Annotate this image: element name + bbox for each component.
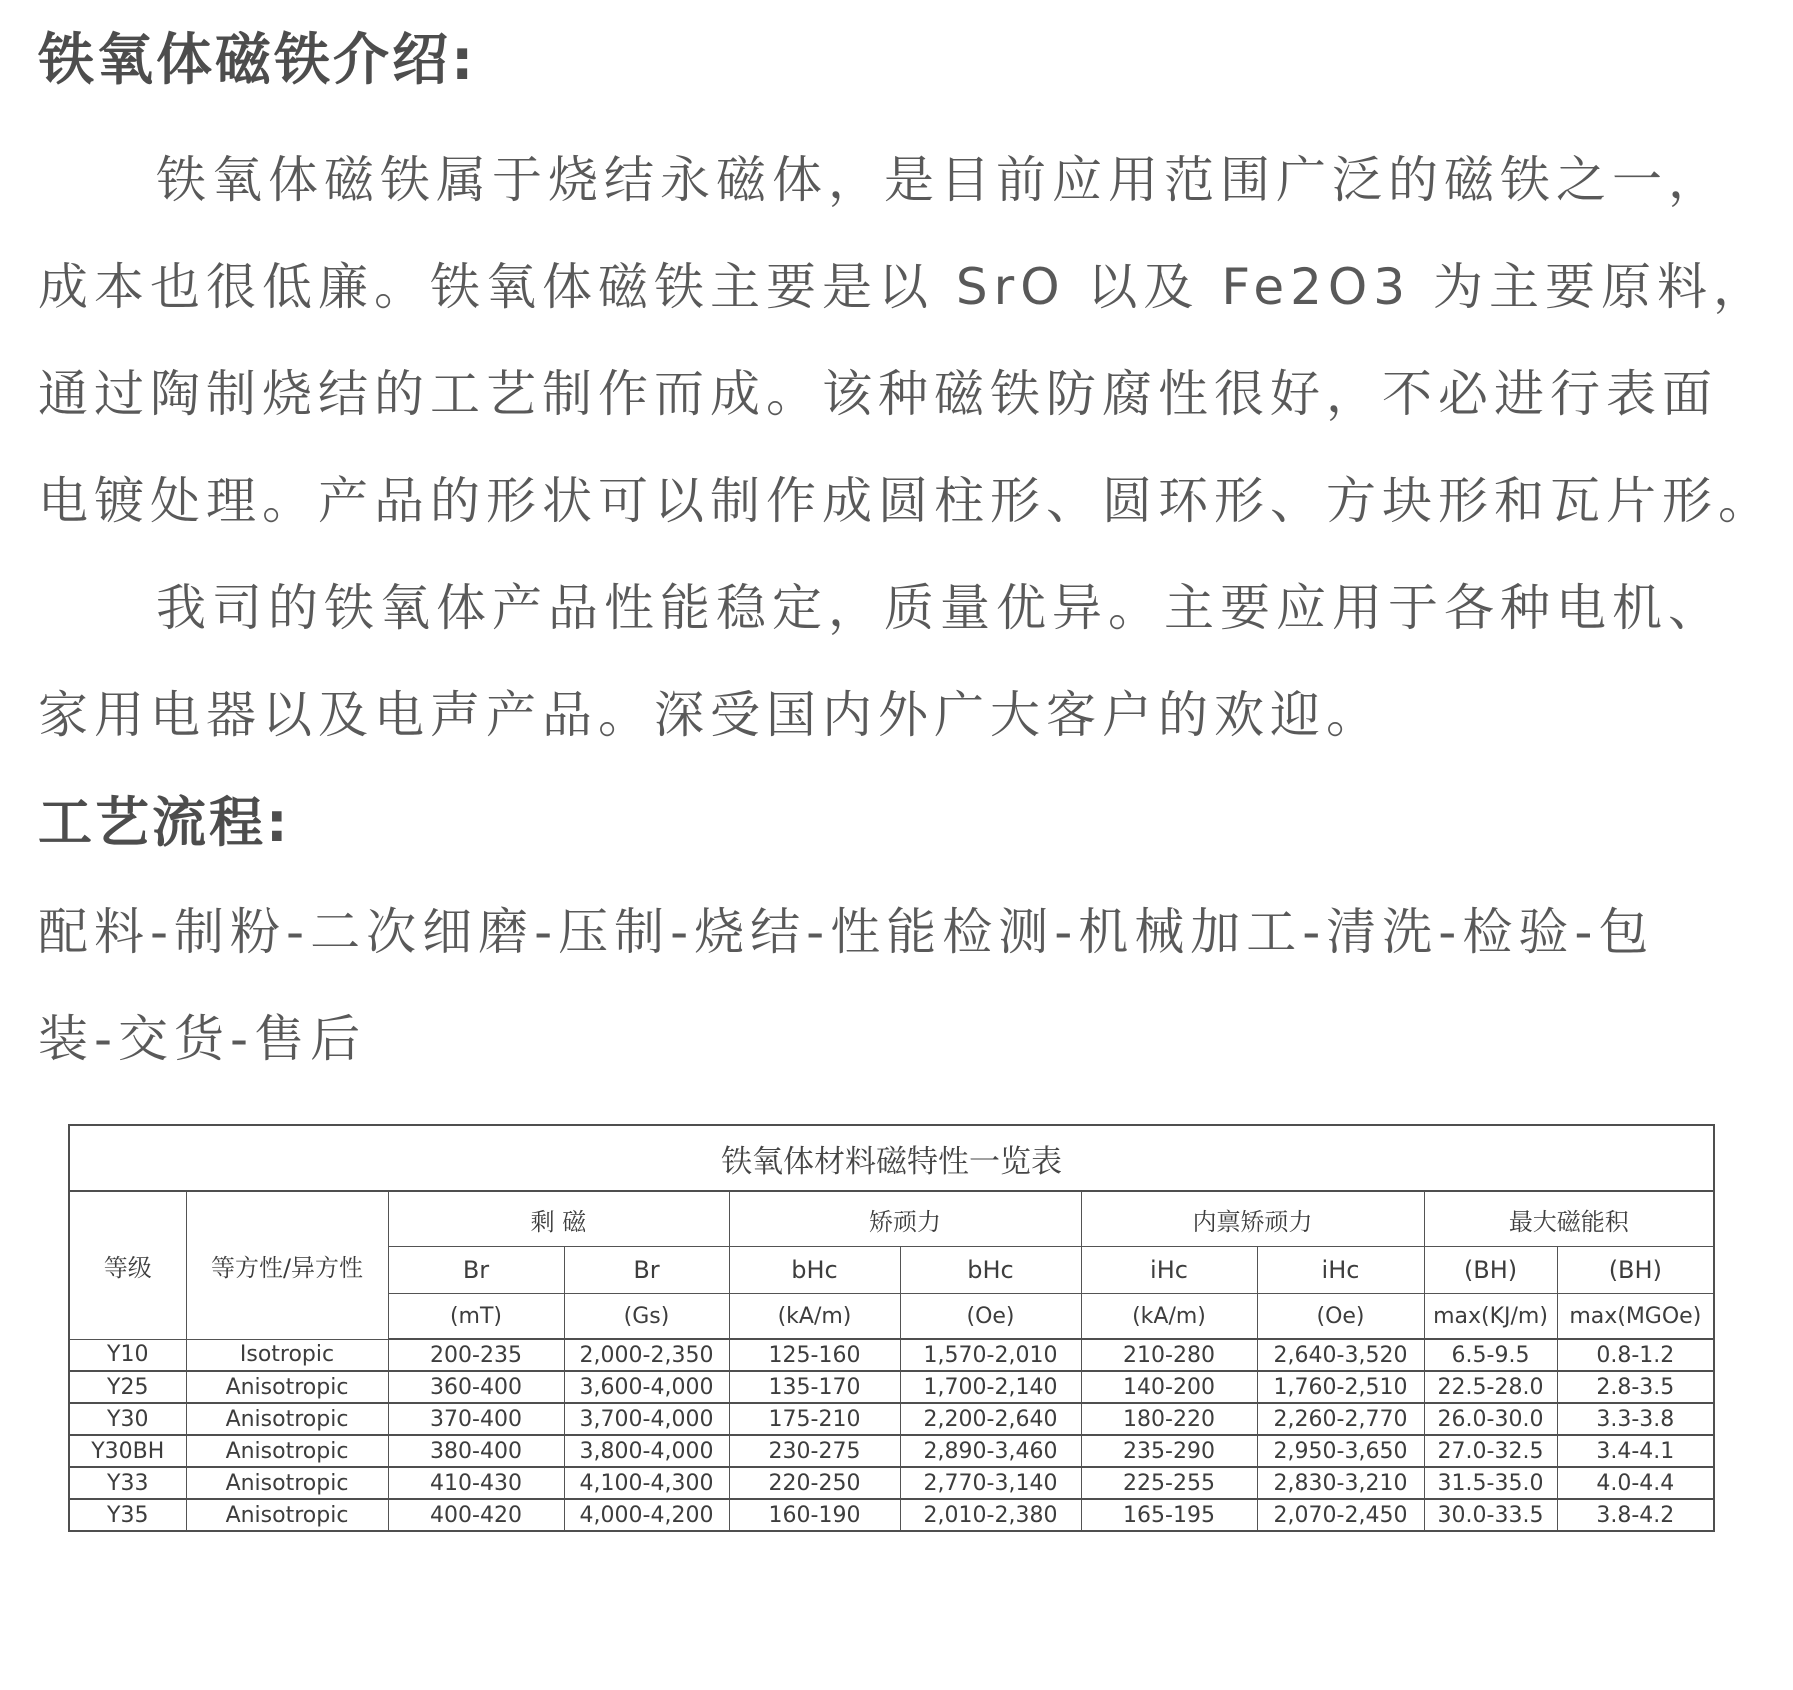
cell-isotropy: Anisotropic [186, 1371, 388, 1403]
table-row [69, 1403, 1714, 1435]
cell-value: 3.8-4.2 [1557, 1499, 1714, 1531]
cell-value: 220-250 [729, 1467, 900, 1499]
text-line: 通过陶制烧结的工艺制作而成。该种磁铁防腐性很好，不必进行表面 [38, 364, 1718, 423]
ferrite-properties-table [68, 1124, 1715, 1532]
cell-value: 2.8-3.5 [1557, 1371, 1714, 1403]
text-line: 家用电器以及电声产品。深受国内外广大客户的欢迎。 [38, 685, 1382, 744]
cell-value: 2,950-3,650 [1257, 1435, 1424, 1467]
cell-value: 31.5-35.0 [1424, 1467, 1557, 1499]
text-line: 我司的铁氧体产品性能稳定，质量优异。主要应用于各种电机、 [156, 578, 1724, 637]
cell-value: 4,000-4,200 [564, 1499, 729, 1531]
cell-value: 2,770-3,140 [900, 1467, 1081, 1499]
text-line: 装-交货-售后 [38, 1009, 367, 1068]
cell-value: 6.5-9.5 [1424, 1339, 1557, 1371]
sub-header: iHc [1257, 1247, 1424, 1294]
unit-header: (Gs) [564, 1294, 729, 1340]
intro-heading: 铁氧体磁铁介绍: [38, 28, 477, 93]
text-line: 成本也很低廉。铁氧体磁铁主要是以 SrO 以及 Fe2O3 为主要原料， [38, 257, 1769, 316]
cell-value: 2,830-3,210 [1257, 1467, 1424, 1499]
text-line: 配料-制粉-二次细磨-压制-烧结-性能检测-机械加工-清洗-检验-包 [38, 902, 1655, 961]
cell-value: 230-275 [729, 1435, 900, 1467]
cell-grade: Y30 [69, 1403, 186, 1435]
table-row [69, 1467, 1714, 1499]
cell-grade: Y10 [69, 1339, 186, 1371]
cell-value: 3.3-3.8 [1557, 1403, 1714, 1435]
cell-value: 410-430 [388, 1467, 564, 1499]
cell-isotropy: Anisotropic [186, 1467, 388, 1499]
cell-value: 3,700-4,000 [564, 1403, 729, 1435]
sub-header: iHc [1081, 1247, 1257, 1294]
sub-header: Br [388, 1247, 564, 1294]
unit-header: max(MGOe) [1557, 1294, 1714, 1340]
cell-value: 360-400 [388, 1371, 564, 1403]
cell-value: 3,600-4,000 [564, 1371, 729, 1403]
unit-header: (kA/m) [1081, 1294, 1257, 1340]
sub-header: (BH) [1557, 1247, 1714, 1294]
cell-value: 2,010-2,380 [900, 1499, 1081, 1531]
unit-header: (kA/m) [729, 1294, 900, 1340]
cell-value: 1,700-2,140 [900, 1371, 1081, 1403]
cell-value: 175-210 [729, 1403, 900, 1435]
cell-value: 225-255 [1081, 1467, 1257, 1499]
cell-value: 200-235 [388, 1339, 564, 1371]
cell-isotropy: Anisotropic [186, 1499, 388, 1531]
cell-grade: Y35 [69, 1499, 186, 1531]
cell-value: 1,760-2,510 [1257, 1371, 1424, 1403]
sub-header: bHc [900, 1247, 1081, 1294]
sub-header: Br [564, 1247, 729, 1294]
cell-value: 2,640-3,520 [1257, 1339, 1424, 1371]
table-group-header-row [69, 1191, 1714, 1247]
table-row [69, 1339, 1714, 1371]
cell-value: 30.0-33.5 [1424, 1499, 1557, 1531]
cell-value: 165-195 [1081, 1499, 1257, 1531]
cell-value: 3.4-4.1 [1557, 1435, 1714, 1467]
cell-value: 235-290 [1081, 1435, 1257, 1467]
unit-header: (mT) [388, 1294, 564, 1340]
cell-value: 2,890-3,460 [900, 1435, 1081, 1467]
cell-isotropy: Anisotropic [186, 1403, 388, 1435]
process-heading: 工艺流程: [38, 791, 291, 854]
cell-grade: Y25 [69, 1371, 186, 1403]
group-header-coercivity: 矫顽力 [729, 1191, 1081, 1247]
cell-value: 210-280 [1081, 1339, 1257, 1371]
cell-grade: Y33 [69, 1467, 186, 1499]
cell-value: 160-190 [729, 1499, 900, 1531]
cell-value: 380-400 [388, 1435, 564, 1467]
cell-value: 2,000-2,350 [564, 1339, 729, 1371]
unit-header: (Oe) [900, 1294, 1081, 1340]
table-row [69, 1371, 1714, 1403]
table-row [69, 1435, 1714, 1467]
cell-value: 2,200-2,640 [900, 1403, 1081, 1435]
unit-header: (Oe) [1257, 1294, 1424, 1340]
col-header-isotropy: 等方性/异方性 [186, 1191, 388, 1339]
cell-value: 125-160 [729, 1339, 900, 1371]
cell-value: 0.8-1.2 [1557, 1339, 1714, 1371]
cell-value: 400-420 [388, 1499, 564, 1531]
cell-value: 370-400 [388, 1403, 564, 1435]
group-header-intrinsic-coercivity: 内禀矫顽力 [1081, 1191, 1424, 1247]
cell-value: 3,800-4,000 [564, 1435, 729, 1467]
cell-value: 4,100-4,300 [564, 1467, 729, 1499]
table-title-row [69, 1125, 1714, 1191]
text-line: 电镀处理。产品的形状可以制作成圆柱形、圆环形、方块形和瓦片形。 [38, 471, 1774, 530]
table-title: 铁氧体材料磁特性一览表 [69, 1125, 1714, 1191]
cell-isotropy: Anisotropic [186, 1435, 388, 1467]
cell-value: 27.0-32.5 [1424, 1435, 1557, 1467]
cell-value: 2,260-2,770 [1257, 1403, 1424, 1435]
cell-value: 22.5-28.0 [1424, 1371, 1557, 1403]
cell-value: 135-170 [729, 1371, 900, 1403]
cell-value: 1,570-2,010 [900, 1339, 1081, 1371]
process-flow-paragraph [38, 874, 1755, 1088]
cell-value: 140-200 [1081, 1371, 1257, 1403]
cell-value: 180-220 [1081, 1403, 1257, 1435]
cell-value: 2,070-2,450 [1257, 1499, 1424, 1531]
intro-paragraph-1 [38, 122, 1774, 550]
cell-value: 26.0-30.0 [1424, 1403, 1557, 1435]
intro-paragraph-2 [38, 550, 1755, 764]
text-line: 铁氧体磁铁属于烧结永磁体，是目前应用范围广泛的磁铁之一， [156, 150, 1724, 209]
cell-value: 4.0-4.4 [1557, 1467, 1714, 1499]
col-header-grade: 等级 [69, 1191, 186, 1339]
table-row [69, 1499, 1714, 1531]
cell-grade: Y30BH [69, 1435, 186, 1467]
sub-header: bHc [729, 1247, 900, 1294]
group-header-max-energy-product: 最大磁能积 [1424, 1191, 1714, 1247]
cell-isotropy: Isotropic [186, 1339, 388, 1371]
unit-header: max(KJ/m) [1424, 1294, 1557, 1340]
sub-header: (BH) [1424, 1247, 1557, 1294]
group-header-remanence: 剩 磁 [388, 1191, 729, 1247]
